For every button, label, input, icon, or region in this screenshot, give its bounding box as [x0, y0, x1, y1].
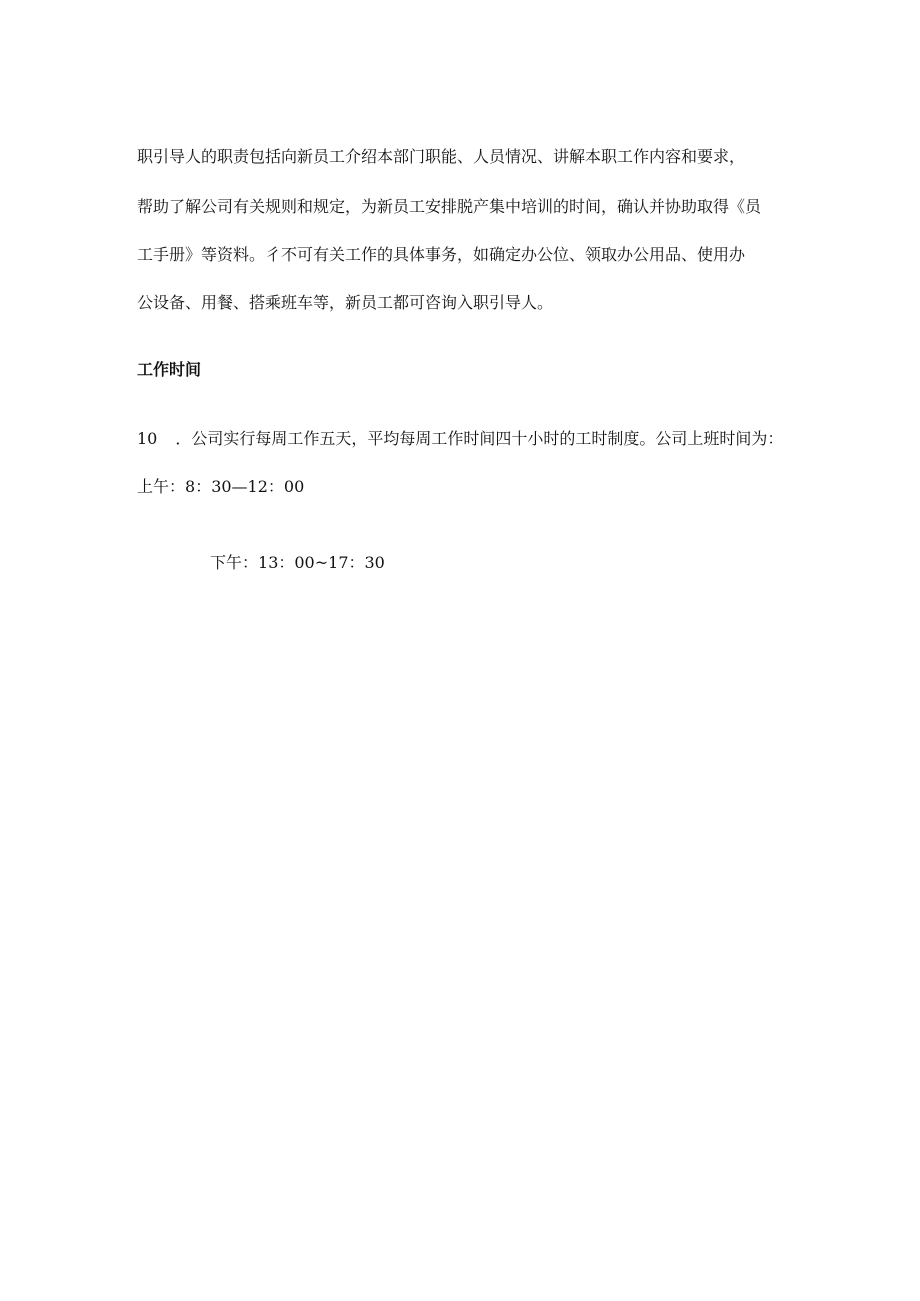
morning-hours-line: [137, 477, 304, 497]
schedule-item-text: ．公司实行每周工作五天，平均每周工作时间四十小时的工时制度。公司上班时间为：: [175, 429, 784, 448]
afternoon-label: 下午：: [210, 553, 259, 572]
paragraph-line-3: 工手册》等资料。彳不可有关工作的具体事务，如确定办公位、领取办公用品、使用办: [137, 245, 746, 264]
section-heading: 工作时间: [137, 360, 202, 379]
morning-label: 上午：: [137, 477, 186, 496]
schedule-item-line: [137, 429, 783, 449]
paragraph-line-4: 公设备、用餐、搭乘班车等，新员工都可咨询入职引导人。: [137, 293, 554, 312]
schedule-item-number: 10: [137, 429, 158, 448]
afternoon-hours-line: [210, 553, 385, 573]
afternoon-time: 13：00~17：30: [258, 553, 385, 572]
paragraph-line-1: 职引导人的职责包括向新员工介绍本部门职能、人员情况、讲解本职工作内容和要求，: [137, 147, 746, 166]
morning-time: 8：30—12：00: [185, 477, 305, 496]
paragraph-line-2: 帮助了解公司有关规则和规定，为新员工安排脱产集中培训的时间，确认并协助取得《员: [137, 197, 762, 216]
